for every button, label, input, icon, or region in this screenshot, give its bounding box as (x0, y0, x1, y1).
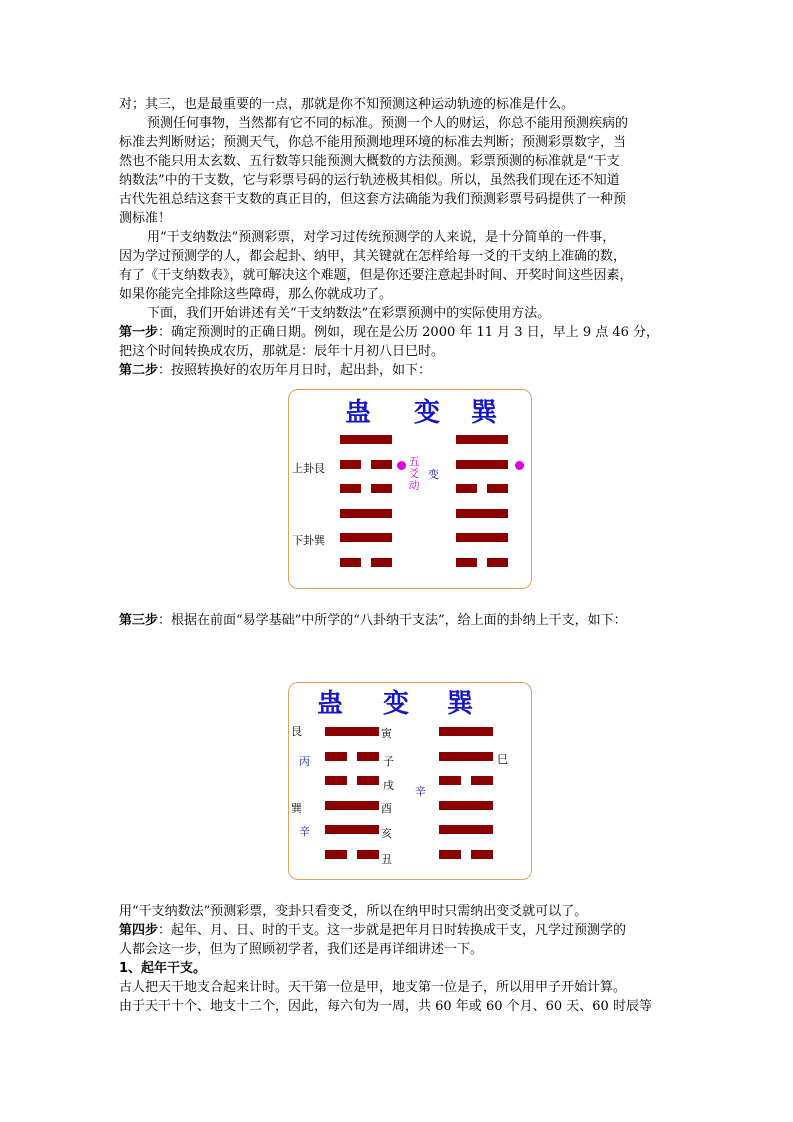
text-line: 如果你能完全排除这些障碍，那么你就成功了。 (119, 287, 393, 302)
text-line: 预测任何事物，当然都有它不同的标准。预测一个人的财运，你总不能用预测疾病的 (147, 116, 629, 131)
yin-line-segment (439, 850, 461, 859)
step1-text: ：确定预测时的正确日期。例如，现在是公历 2000 年 11 月 3 日，早上 9 点 46 分， (158, 325, 660, 340)
step3-line (119, 611, 679, 630)
text-line: 对；其三，也是最重要的一点，那就是你不知预测这种运动轨迹的标准是什么。 (119, 97, 575, 112)
text-line: 把这个时间转换成农历，那就是：辰年十月初八日巳时。 (119, 344, 445, 359)
yin-line-segment (371, 558, 392, 567)
yin-line-segment (357, 850, 379, 859)
yang-line (456, 435, 508, 444)
yin-line-segment (357, 776, 379, 785)
step2-label: 第二步 (119, 363, 159, 378)
branch-label: 酉 (381, 802, 392, 815)
yin-line-segment (340, 460, 361, 469)
yang-line (340, 509, 392, 518)
yin-line-segment (471, 850, 493, 859)
branch-label: 子 (383, 755, 394, 768)
yang-line (439, 801, 493, 810)
yang-line (340, 435, 392, 444)
hexagram-diagram-2 (288, 682, 532, 880)
text-line: 人都会这一步，但为了照顾初学者，我们还是再详细讲述一下。 (119, 942, 484, 957)
yin-line-segment (357, 752, 379, 761)
hexagram-diagram-1 (288, 389, 532, 589)
hexagram-title-xun: 巽 (471, 398, 498, 428)
text-line: 下面，我们开始讲述有关“干支纳数法”在彩票预测中的实际使用方法。 (147, 306, 551, 321)
yin-line-segment (439, 776, 461, 785)
yang-line (439, 752, 493, 761)
yin-line-segment (487, 484, 508, 493)
text-line: 测标准！ (119, 211, 172, 226)
yin-line-segment (371, 460, 392, 469)
moving-line-dot (397, 461, 406, 470)
yang-line (325, 727, 379, 736)
yang-line (340, 533, 392, 542)
text-line: 标准去判断财运；预测天气，你总不能用预测地理环境的标准去判断；预测彩票数字，当 (119, 135, 627, 150)
change-label: 变 (428, 468, 439, 481)
hexagram-title-xun: 巽 (447, 689, 474, 719)
step1-line (119, 323, 679, 342)
branch-label: 寅 (381, 727, 392, 740)
lower-trigram-label: 下卦巽 (292, 534, 325, 547)
xun-label: 巽 (291, 802, 302, 815)
text-line: 因为学过预测学的人，都会起卦、纳甲，其关键就在怎样给每一爻的干支纳上准确的数， (119, 249, 627, 264)
text-line: 由于天干十个、地支十二个，因此，每六旬为一周，共 60 年或 60 个月、60 天、60 时辰等 (119, 999, 652, 1014)
yin-line-segment (325, 850, 347, 859)
step4-text: ：起年、月、日、时的干支。这一步就是把年月日时转换成干支，凡学过预测学的 (158, 923, 627, 938)
step1-label: 第一步 (119, 325, 159, 340)
yin-line-segment (487, 558, 508, 567)
yang-line (439, 727, 493, 736)
yang-line (456, 460, 508, 469)
bing-stem: 丙 (299, 755, 310, 768)
yin-line-segment (456, 484, 477, 493)
step4-line (119, 921, 679, 940)
text-line: 有了《干支纳数表》，就可解决这个难题，但是你还要注意起卦时间、开奖时间这些因素， (119, 268, 633, 283)
yang-line (325, 825, 379, 834)
step3-text: ：根据在前面“易学基础”中所学的“八卦纳干支法”，给上面的卦纳上干支，如下： (158, 613, 627, 628)
text-line: 然也不能只用太玄数、五行数等只能预测大概数的方法预测。彩票预测的标准就是“干支 (119, 154, 620, 169)
yang-line (456, 533, 508, 542)
gen-label: 艮 (291, 725, 302, 738)
yang-line (325, 801, 379, 810)
step3-label: 第三步 (119, 613, 159, 628)
xin-stem-mid: 辛 (415, 785, 426, 798)
right-branch-label: 巳 (497, 753, 508, 766)
yang-line (439, 825, 493, 834)
change-title: 变 (383, 689, 410, 719)
change-title: 变 (414, 398, 441, 428)
step2-text: ：按照转换好的农历年月日时，起出卦，如下： (158, 363, 432, 378)
upper-trigram-label: 上卦艮 (292, 462, 325, 475)
xin-stem-left: 辛 (299, 825, 310, 838)
text-line: 用“干支纳数法”预测彩票，变卦只看变爻，所以在纳甲时只需纳出变爻就可以了。 (119, 904, 588, 919)
yin-line-segment (325, 752, 347, 761)
moving-line-label: 五爻动 (408, 455, 420, 492)
section-heading: 1、起年干支。 (119, 961, 207, 976)
step2-line (119, 361, 679, 380)
text-line: 纳数法”中的干支数，它与彩票号码的运行轨迹极其相似。所以，虽然我们现在还不知道 (119, 173, 620, 188)
moving-line-dot-right (515, 461, 524, 470)
branch-label: 丑 (381, 853, 392, 866)
branch-label: 亥 (381, 827, 392, 840)
yang-line (456, 509, 508, 518)
yin-line-segment (456, 558, 477, 567)
yin-line-segment (340, 484, 361, 493)
hexagram-title-gu: 蛊 (317, 689, 344, 719)
step4-label: 第四步 (119, 923, 159, 938)
text-line: 古人把天干地支合起来计时。天干第一位是甲，地支第一位是子，所以用甲子开始计算。 (119, 980, 627, 995)
hexagram-title-gu: 蛊 (345, 398, 372, 428)
yin-line-segment (471, 776, 493, 785)
yin-line-segment (340, 558, 361, 567)
yin-line-segment (325, 776, 347, 785)
yin-line-segment (371, 484, 392, 493)
text-line: 用“干支纳数法”预测彩票，对学习过传统预测学的人来说，是十分简单的一件事， (147, 230, 616, 245)
text-line: 古代先祖总结这套干支数的真正目的，但这套方法确能为我们预测彩票号码提供了一种预 (119, 192, 627, 207)
branch-label: 戌 (383, 779, 394, 792)
